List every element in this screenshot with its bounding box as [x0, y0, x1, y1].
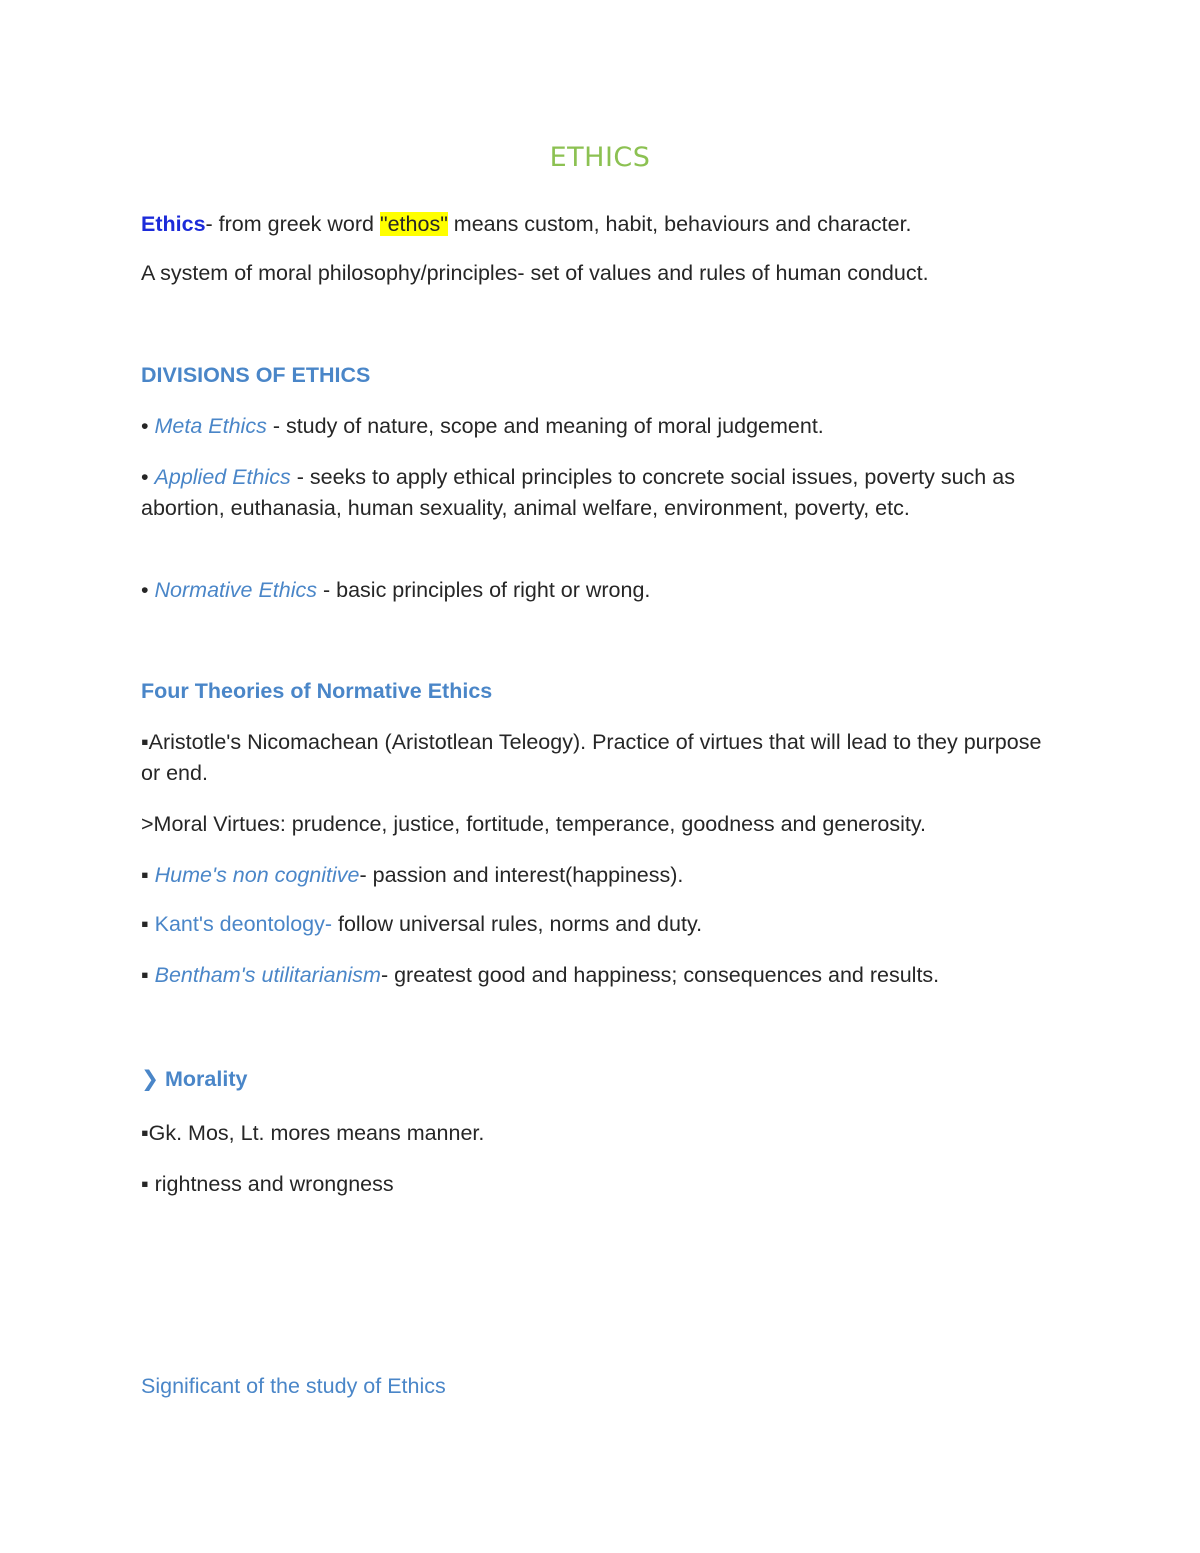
morality-heading-text: Morality — [165, 1067, 248, 1091]
theory-item-kant — [141, 909, 1046, 940]
theory-item-hume — [141, 860, 1046, 891]
ethos-highlight: "ethos" — [379, 212, 448, 236]
bullet: ▪ — [141, 863, 155, 887]
bullet: • — [141, 414, 155, 438]
moral-virtues-line: >Moral Virtues: prudence, justice, fortitude, temperance, goodness and generosity. — [141, 812, 927, 836]
division-item-normative — [141, 575, 1046, 606]
theory-item-bentham — [141, 960, 1046, 991]
theory-desc: - greatest good and happiness; consequences and results. — [380, 963, 940, 987]
chevron-right-icon: ❯ — [141, 1067, 160, 1091]
bullet: ▪ — [141, 963, 155, 987]
division-item-meta — [141, 411, 1046, 442]
morality-line-2: ▪ rightness and wrongness — [141, 1172, 394, 1196]
division-item-applied — [141, 462, 1046, 524]
bullet: • — [141, 465, 155, 489]
division-term: Meta Ethics — [154, 414, 267, 438]
significance-heading: Significant of the study of Ethics — [141, 1374, 446, 1398]
intro-text-2: means custom, habit, behaviours and character. — [447, 212, 912, 236]
division-desc: - study of nature, scope and meaning of moral judgement. — [266, 414, 824, 438]
ethics-term: Ethics — [141, 212, 206, 236]
intro-system-line: A system of moral philosophy/principles- set of values and rules of human conduct. — [141, 261, 929, 285]
theory-term: Bentham's utilitarianism — [154, 963, 381, 987]
theory-term: Kant's deontology- — [154, 912, 333, 936]
intro-definition — [141, 209, 1046, 240]
intro-text-1: - from greek word — [205, 212, 380, 236]
theories-heading: Four Theories of Normative Ethics — [141, 679, 493, 703]
theory-desc: - passion and interest(happiness). — [359, 863, 684, 887]
bullet: ▪ — [141, 912, 155, 936]
division-term: Applied Ethics — [154, 465, 291, 489]
theory-desc: follow universal rules, norms and duty. — [332, 912, 703, 936]
division-desc: - basic principles of right or wrong. — [317, 578, 651, 602]
morality-heading — [141, 1064, 1046, 1095]
division-desc: - seeks to apply ethical principles to concrete social issues, poverty such as abortion, euthanasia, human sexuality, animal welfare, environment, poverty, etc. — [141, 465, 1015, 520]
morality-line-1: ▪Gk. Mos, Lt. mores means manner. — [141, 1121, 485, 1145]
theory-term: Hume's non cognitive — [154, 863, 360, 887]
divisions-heading: DIVISIONS OF ETHICS — [141, 363, 371, 387]
aristotle-theory: ▪Aristotle's Nicomachean (Aristotlean Teleogy). Practice of virtues that will lead to they purpose or end. — [141, 730, 1042, 785]
document-title: ETHICS — [549, 142, 651, 173]
bullet: • — [141, 578, 155, 602]
division-term: Normative Ethics — [154, 578, 318, 602]
